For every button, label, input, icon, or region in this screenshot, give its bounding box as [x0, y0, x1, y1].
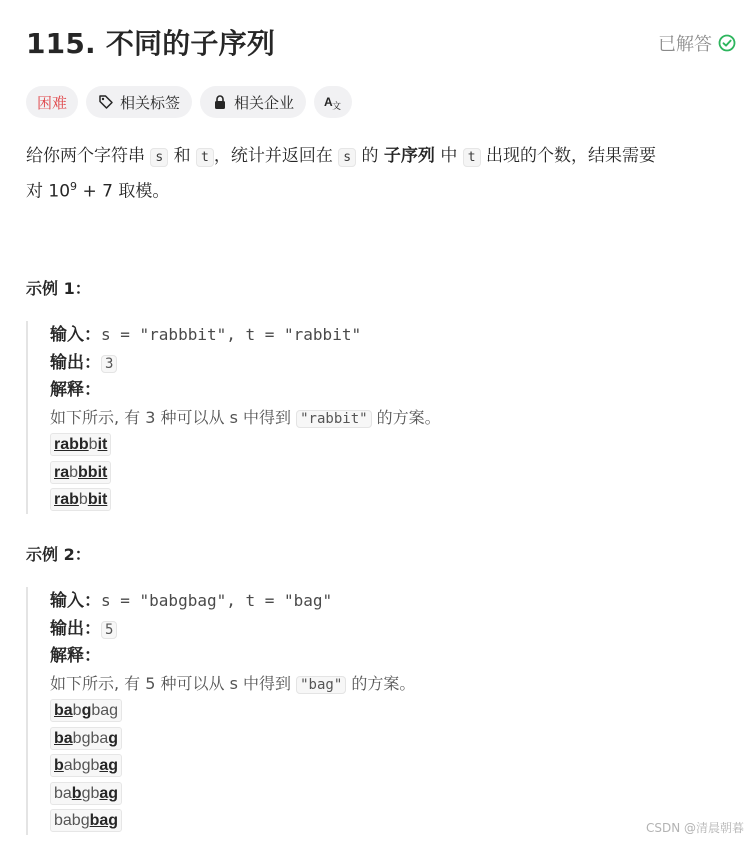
code-t: t: [196, 148, 214, 167]
subsequence-link[interactable]: 子序列: [383, 146, 435, 166]
output-label: 输出：: [50, 618, 101, 638]
svg-text:文: 文: [332, 101, 342, 110]
tag-bar: [26, 86, 352, 118]
related-companies-button[interactable]: [200, 86, 306, 118]
svg-text:A: A: [324, 95, 333, 109]
check-circle-icon: [718, 34, 736, 52]
explain-text: 如下所示, 有 3 种可以从 s 中得到: [50, 407, 297, 427]
sequence-3: babgbag: [50, 754, 122, 777]
sequence-3: rabbbit: [50, 488, 111, 511]
watermark: CSDN @清晨朝暮: [645, 821, 744, 835]
code-s: s: [150, 148, 168, 167]
sequence-1: rabbbit: [50, 433, 111, 456]
input-label: 输入：: [50, 325, 101, 344]
problem-description: 给你两个字符串 s 和 t ，统计并返回在 s 的 子序列 中 t 出现的个数，结果需要 对 $10^9 + 7$ 取模。: [26, 146, 656, 202]
difficulty-label: 困难: [37, 93, 68, 112]
input-label: 输入：: [50, 591, 101, 610]
code-t-2: t: [463, 148, 481, 167]
sequence-1: babgbag: [50, 699, 122, 722]
tag-icon: [98, 94, 114, 110]
related-companies-label: 相关企业: [234, 93, 295, 112]
solved-label: 已解答: [658, 34, 712, 55]
example-1-block: 输入：s = "rabbbit", t = "rabbit" 输出： 3 解释： 如下所示, 有 3 种可以从 s 中得到 "rabbit" 的方案。 rabbbit rabbbit rabbbit: [26, 321, 730, 514]
lock-icon: [212, 94, 228, 110]
input-value: s = "babgbag", t = "bag": [101, 591, 333, 610]
title-row: [26, 22, 736, 66]
solved-status: [658, 30, 736, 56]
problem-title: 115. 不同的子序列: [26, 27, 276, 60]
explain-code: "bag": [296, 676, 346, 694]
explain-label: 解释：: [50, 380, 101, 399]
sequence-2: rabbbit: [50, 461, 111, 484]
explain-text: 如下所示, 有 5 种可以从 s 中得到: [50, 673, 297, 693]
input-value: s = "rabbbit", t = "rabbit": [101, 325, 362, 344]
example-2-title: 示例 2：: [26, 545, 91, 564]
output-value: 3: [101, 355, 117, 373]
output-value: 5: [101, 621, 117, 639]
code-s-2: s: [338, 148, 356, 167]
translate-icon: [324, 94, 342, 110]
related-tags-button[interactable]: [86, 86, 192, 118]
example-1-title: 示例 1：: [26, 279, 91, 298]
translate-button[interactable]: [314, 86, 352, 118]
explain-code: "rabbit": [296, 410, 371, 428]
difficulty-badge[interactable]: [26, 86, 78, 118]
explain-label: 解释：: [50, 646, 101, 665]
sequence-4: babgbag: [50, 782, 122, 805]
sequence-2: babgbag: [50, 727, 122, 750]
sequence-5: babgbag: [50, 809, 122, 832]
example-2-block: 输入：s = "babgbag", t = "bag" 输出： 5 解释： 如下所示, 有 5 种可以从 s 中得到 "bag" 的方案。 babgbag babgbag babgbag babgbag babgbag: [26, 587, 730, 835]
related-tags-label: 相关标签: [120, 93, 181, 112]
output-label: 输出：: [50, 352, 101, 372]
